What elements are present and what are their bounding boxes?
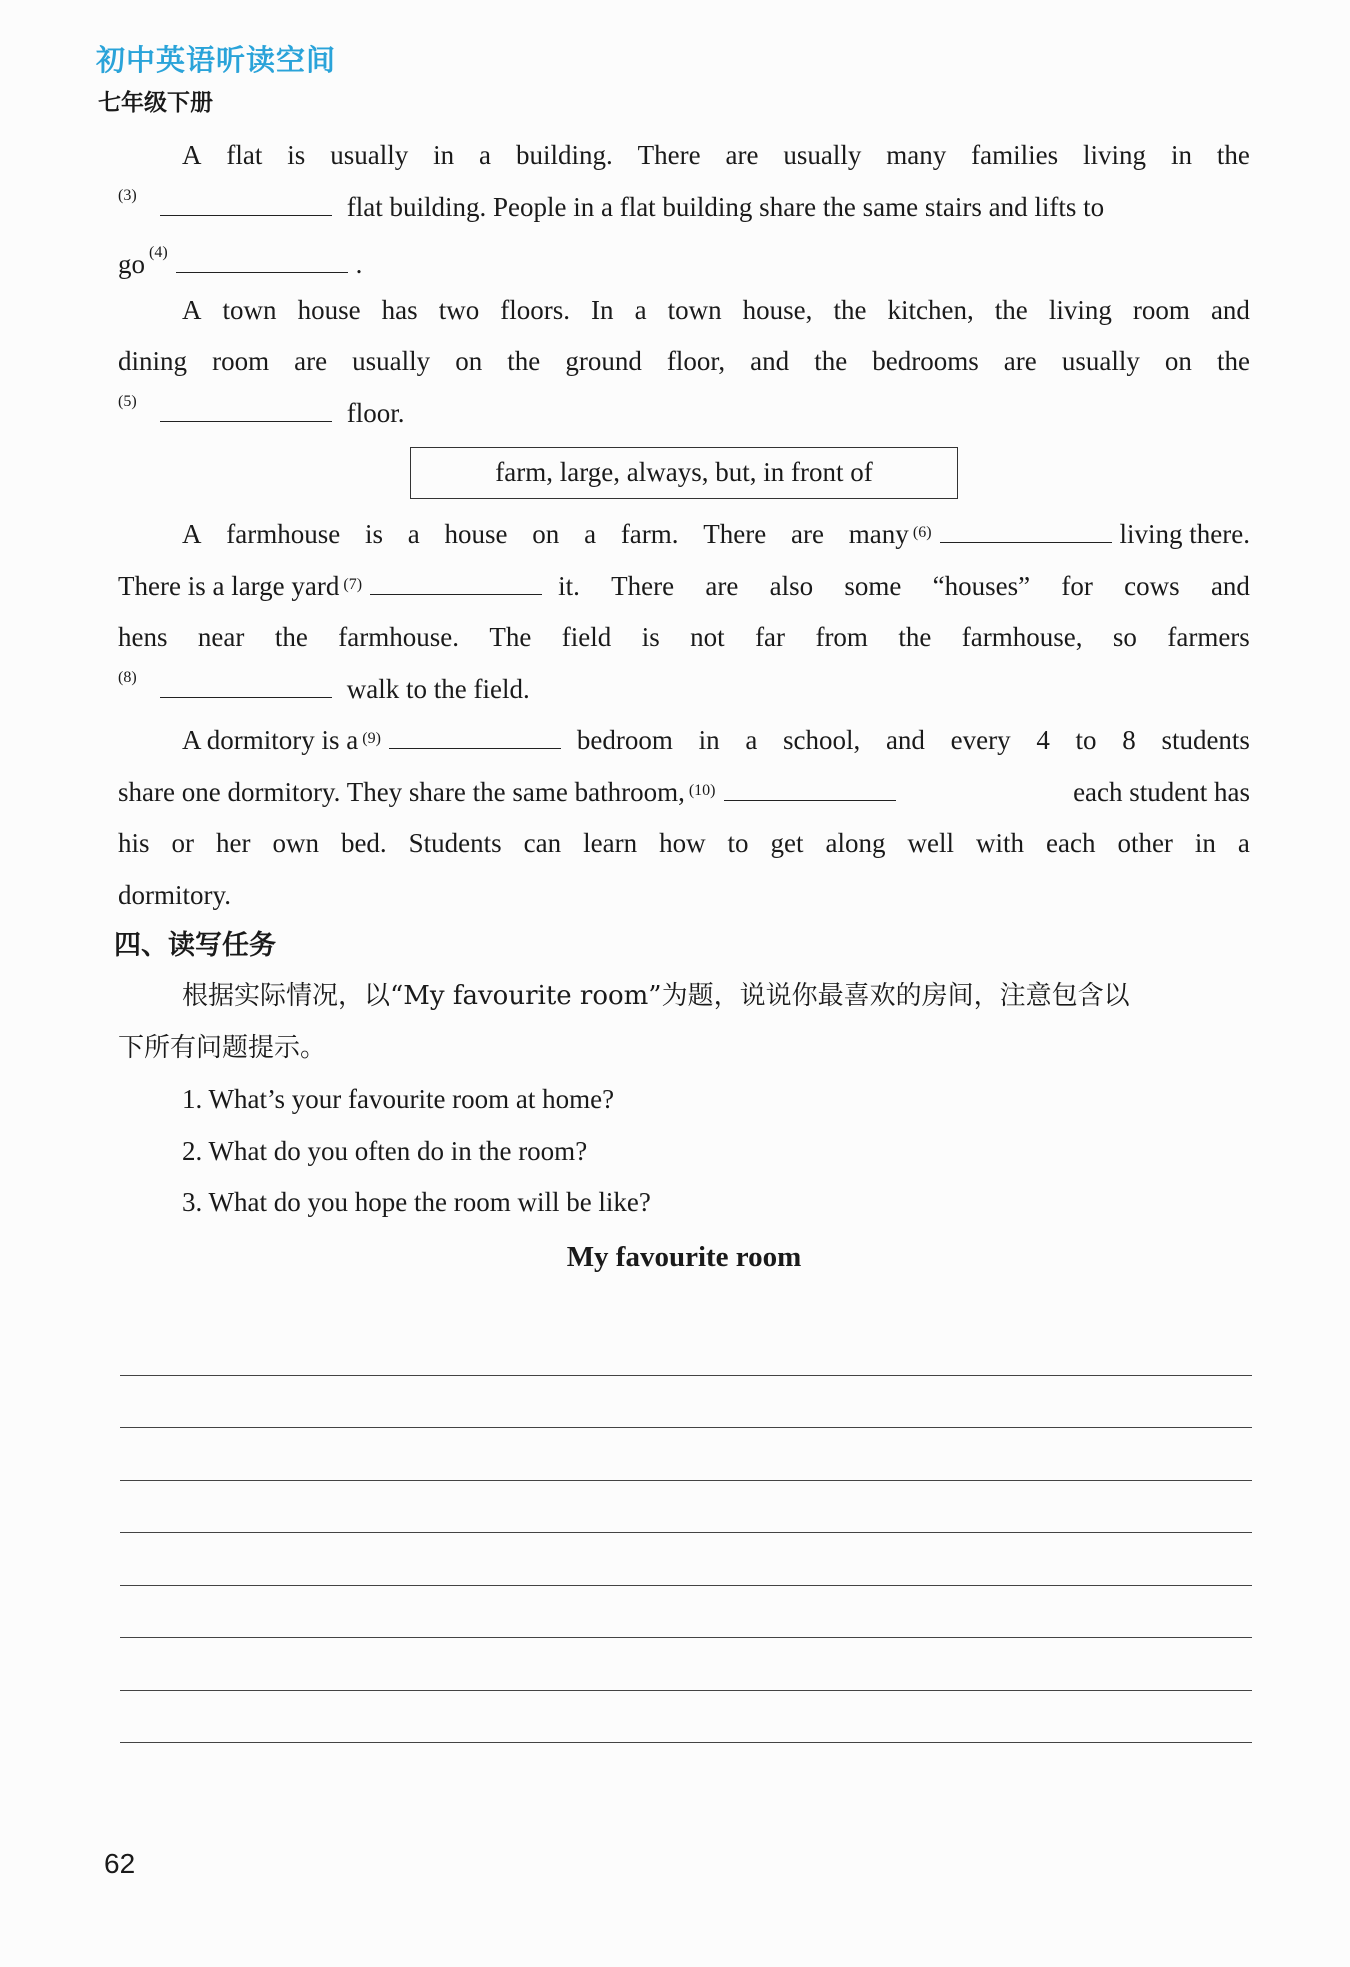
word: to [1075,725,1097,755]
word: on [1164,346,1192,376]
series-title: 初中英语听读空间 [96,43,337,77]
p4-line3 [118,818,1250,870]
word: house [444,519,508,549]
writing-line[interactable] [120,1481,1252,1534]
p1-line2 [118,182,1250,234]
word: the [814,346,848,376]
word: many [886,140,947,170]
p3-line2 [118,561,1250,613]
blank-10[interactable] [724,780,896,801]
word: farmhouse, [961,622,1083,652]
blank-number-4: (4) [149,244,168,261]
p4-text-a: A dormitory is a [182,725,359,755]
word: floor, [666,346,726,376]
word: bedroom [576,725,673,755]
blank-number-9: (9) [362,730,381,747]
word: A [182,140,202,170]
word: a [407,519,420,549]
writing-line[interactable] [120,1586,1252,1639]
word: each [1046,828,1096,858]
blank-9[interactable] [389,728,561,749]
word: with [976,828,1025,858]
word: has [381,294,418,325]
word: and [885,725,925,755]
word: 8 [1122,725,1136,755]
question-3: 3. What do you hope the room will be like? [182,1187,651,1217]
writing-line[interactable] [120,1376,1252,1429]
p1-go: go [118,249,145,279]
word: on [532,519,560,549]
word: Students [408,828,502,858]
p1-text: flat building. People in a flat building share the same stairs and lifts to [346,191,1105,222]
word: near [197,622,245,652]
word: farmhouse [226,519,341,549]
writing-line[interactable] [120,1428,1252,1481]
word: usually [783,140,862,170]
essay-title: My favourite room [566,1240,802,1273]
word: In [591,294,614,325]
period: . [355,249,363,279]
word: usually [352,346,431,376]
word: also [769,570,814,601]
word: and [1210,294,1250,325]
word: the [1216,140,1250,170]
word: dining [118,346,188,376]
p2-line2 [118,336,1250,388]
word: his [118,828,150,858]
word: how [659,828,706,858]
word: and [750,346,790,376]
instruction-line2: 下所有问题提示。 [118,1032,327,1063]
writing-line[interactable] [120,1691,1252,1744]
word: along [825,828,886,858]
p4-line2 [118,767,1250,819]
word: to [727,828,749,858]
word: The [489,622,532,652]
word: can [523,828,562,858]
p4-line4: dormitory. [118,879,231,910]
word: from [815,622,868,652]
word: not [690,622,725,652]
word: are [725,140,759,170]
word: are [791,519,824,549]
word: two [438,294,480,325]
blank-number-8: (8) [118,668,137,686]
word: in [1170,140,1192,170]
word: many [848,519,909,549]
word: hens [118,622,168,652]
word: house [297,294,361,325]
word: the [1216,346,1250,376]
writing-line[interactable] [120,1638,1252,1691]
word: so [1112,622,1137,652]
blank-number-10: (10) [688,781,716,799]
word: are [294,346,328,376]
word: floors. [500,294,570,325]
p3-text-a: living there. [1119,519,1250,549]
writing-line[interactable] [120,1533,1252,1586]
blank-number-3: (3) [118,186,137,204]
word: usually [330,140,409,170]
word: is [641,622,660,652]
word: other [1117,828,1173,858]
word: learn [583,828,638,858]
word: the [833,294,867,325]
word: get [770,828,804,858]
word: room [212,346,270,376]
word: town [222,294,277,325]
writing-line[interactable] [120,1323,1252,1376]
p3-line3 [118,612,1250,664]
word: in [433,140,455,170]
word: bed. [340,828,387,858]
p4-line1 [118,715,1250,767]
word: are [705,570,739,601]
word: a [1237,828,1250,858]
word: families [971,140,1059,170]
p2-line1 [118,285,1250,337]
p2-line3 [118,388,1250,440]
blank-3[interactable] [160,195,332,216]
word: There [611,570,675,601]
p3-text-b: There is a large yard [118,570,340,601]
word: farmhouse. [338,622,459,652]
blank-5[interactable] [160,401,332,422]
p3-line4 [118,664,1250,716]
word: well [907,828,955,858]
section-heading: 四、读写任务 [114,930,276,961]
blank-6[interactable] [940,522,1112,543]
p2-text: floor. [346,397,405,428]
word: the [994,294,1028,325]
blank-7[interactable] [370,574,542,595]
word: room [1132,294,1190,325]
blank-number-6: (6) [912,524,932,541]
word: or [171,828,194,858]
word: some [844,570,902,601]
word: living [1083,140,1147,170]
word: a [745,725,758,755]
word: farm. [620,519,679,549]
word: is [287,140,306,170]
word: in [698,725,720,755]
word: on [455,346,483,376]
word: for [1061,570,1093,601]
word: house, [742,294,813,325]
word: “houses” [932,570,1031,601]
question-1: 1. What’s your favourite room at home? [182,1084,615,1114]
word: usually [1061,346,1140,376]
word: There [703,519,767,549]
word: 4 [1036,725,1050,755]
word: school, [783,725,861,755]
word: field [561,622,612,652]
word: the [274,622,308,652]
instruction-line1: 根据实际情况，以“My favourite room”为题，说说你最喜欢的房间，注意包含以 [182,981,1130,1011]
writing-area[interactable] [120,1323,1252,1743]
word: the [898,622,932,652]
word: ground [565,346,642,376]
p3-line1 [118,509,1250,561]
word: A [182,519,202,549]
word: town [667,294,722,325]
word: There [637,140,701,170]
word: are [1003,346,1037,376]
word: own [272,828,319,858]
word: far [755,622,786,652]
p4-text-b: share one dormitory. They share the same bathroom, [118,776,685,807]
passage-area [114,130,1250,1285]
word: it. [558,570,580,601]
word: a [634,294,647,325]
word: the [507,346,541,376]
p4-text-c: each student has [1073,776,1250,807]
word: and [1210,570,1250,601]
word: every [950,725,1011,755]
word: building. [515,140,613,170]
blank-4[interactable] [176,252,348,273]
blank-number-5: (5) [118,392,137,410]
word: kitchen, [887,294,974,325]
p1-line1 [118,130,1250,182]
word: her [215,828,251,858]
word: cows [1124,570,1180,601]
word: living [1048,294,1112,325]
word: a [584,519,597,549]
word: A [182,294,202,325]
grade-label: 七年级下册 [98,89,213,116]
word: in [1194,828,1216,858]
word-bank-box: farm, large, always, but, in front of [410,447,958,499]
question-2: 2. What do you often do in the room? [182,1135,588,1166]
blank-8[interactable] [160,677,332,698]
word: students [1161,725,1250,755]
p1-line3 [118,233,1250,285]
p3-text-c: walk to the field. [346,673,530,704]
page-number: 62 [104,1848,136,1879]
word: farmers [1167,622,1250,652]
word: flat [226,140,263,170]
word: bedrooms [872,346,979,376]
word: a [479,140,492,170]
blank-number-7: (7) [343,575,363,593]
word: is [365,519,384,549]
